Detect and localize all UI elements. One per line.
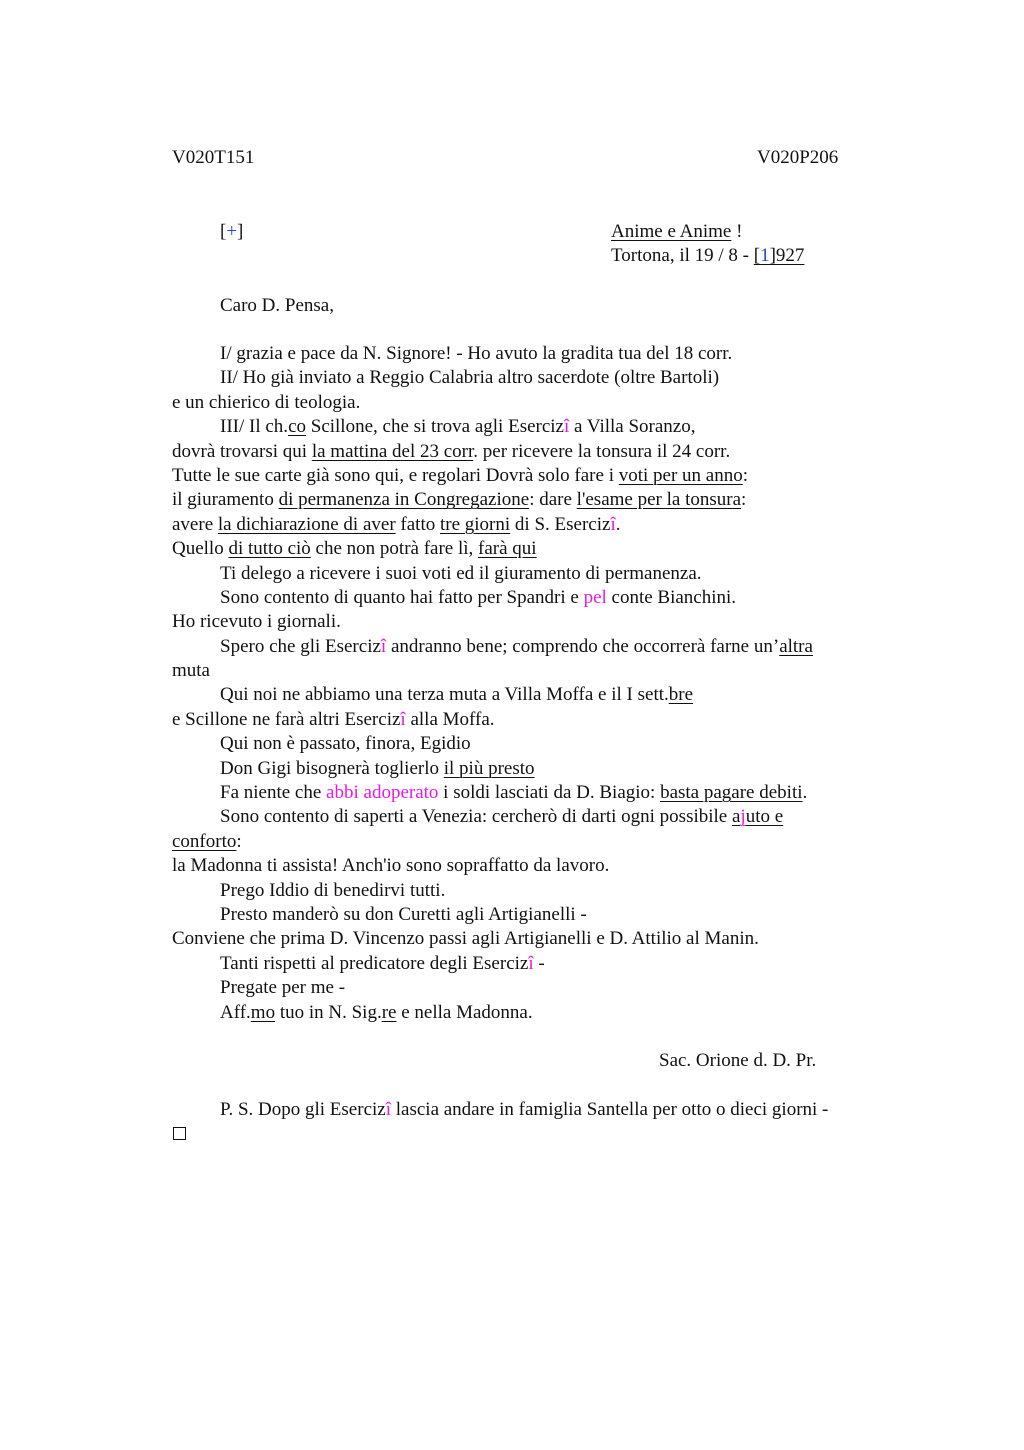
dateline — [611, 244, 804, 268]
paragraph-line: Pregate per me - — [220, 977, 346, 999]
paragraph-line: Tutte le sue carte già sono qui, e regolari Dovrà solo fare i voti per un anno: — [172, 464, 749, 486]
paragraph-line: e un chierico di teologia. — [172, 391, 361, 413]
paragraph-line: muta — [172, 660, 210, 682]
paragraph-line: Aff.mo tuo in N. Sig.re e nella Madonna. — [220, 1001, 533, 1023]
paragraph-line: Conviene che prima D. Vincenzo passi agli Artigianelli e D. Attilio al Manin. — [172, 928, 759, 950]
paragraph-line: la Madonna ti assista! Anch'io sono sopraffatto da lavoro. — [172, 855, 610, 877]
paragraph-line: Spero che gli Esercizî andranno bene; comprendo che occorrerà farne un’altra — [220, 635, 813, 657]
paragraph-line: Ti delego a ricevere i suoi voti ed il giuramento di permanenza. — [220, 562, 702, 584]
bracket-close: ] — [237, 221, 244, 242]
letter-body — [172, 342, 932, 1123]
paragraph-line: Qui noi ne abbiamo una terza muta a Villa Moffa e il I sett.bre — [220, 684, 694, 706]
paragraph-line: Prego Iddio di benedirvi tutti. — [220, 879, 446, 901]
document-id-right: V020P206 — [757, 147, 839, 168]
paragraph-line: Qui non è passato, finora, Egidio — [220, 733, 471, 755]
paragraph-line: Presto manderò su don Curetti agli Artigianelli - — [220, 903, 587, 925]
paragraph-line: Fa niente che abbi adoperato i soldi lasciati da D. Biagio: basta pagare debiti. — [220, 782, 808, 804]
paragraph-line: Sono contento di saperti a Venezia: cercherò di darti ogni possibile ajuto e — [220, 806, 784, 828]
paragraph-line: II/ Ho già inviato a Reggio Calabria altro sacerdote (oltre Bartoli) — [220, 367, 720, 389]
paragraph-line: conforto: — [172, 830, 242, 852]
dateline-year: [1]927 — [753, 245, 805, 266]
paragraph-line: Don Gigi bisognerà toglierlo il più presto — [220, 757, 535, 779]
bracket-open: [ — [220, 221, 227, 242]
paragraph-line: Quello di tutto ciò che non potrà fare lì, farà qui — [172, 538, 537, 560]
signature: Sac. Orione d. D. Pr. — [659, 1050, 817, 1072]
paragraph-line: Sono contento di quanto hai fatto per Spandri e pel conte Bianchini. — [220, 586, 737, 608]
paragraph-line: III/ Il ch.co Scillone, che si trova agli Esercizî a Villa Soranzo, — [220, 416, 696, 438]
motto-exclaim: ! — [731, 221, 743, 242]
postscript: P. S. Dopo gli Esercizî lascia andare in famiglia Santella per otto o dieci giorni - — [220, 1099, 829, 1121]
paragraph-line: e Scillone ne farà altri Esercizî alla Moffa. — [172, 708, 495, 730]
paragraph-line: Tanti rispetti al predicatore degli Esercizî - — [220, 952, 545, 974]
motto — [611, 220, 742, 244]
salutation: Caro D. Pensa, — [220, 295, 334, 316]
cross-mark — [220, 220, 243, 244]
paragraph-line: avere la dichiarazione di aver fatto tre giorni di S. Esercizî. — [172, 513, 621, 535]
paragraph-line: I/ grazia e pace da N. Signore! - Ho avuto la gradita tua del 18 corr. — [220, 343, 733, 364]
motto-text: Anime e Anime — [611, 221, 732, 242]
dateline-prefix: Tortona, il 19 / 8 - — [611, 245, 754, 266]
paragraph-line: il giuramento di permanenza in Congregazione: dare l'esame per la tonsura: — [172, 489, 747, 511]
paragraph-line: dovrà trovarsi qui la mattina del 23 corr. per ricevere la tonsura il 24 corr. — [172, 440, 731, 462]
document-id-left: V020T151 — [172, 147, 255, 168]
paragraph-line: Ho ricevuto i giornali. — [172, 611, 341, 633]
cross-icon: + — [226, 221, 238, 242]
checkbox-icon — [173, 1127, 186, 1140]
